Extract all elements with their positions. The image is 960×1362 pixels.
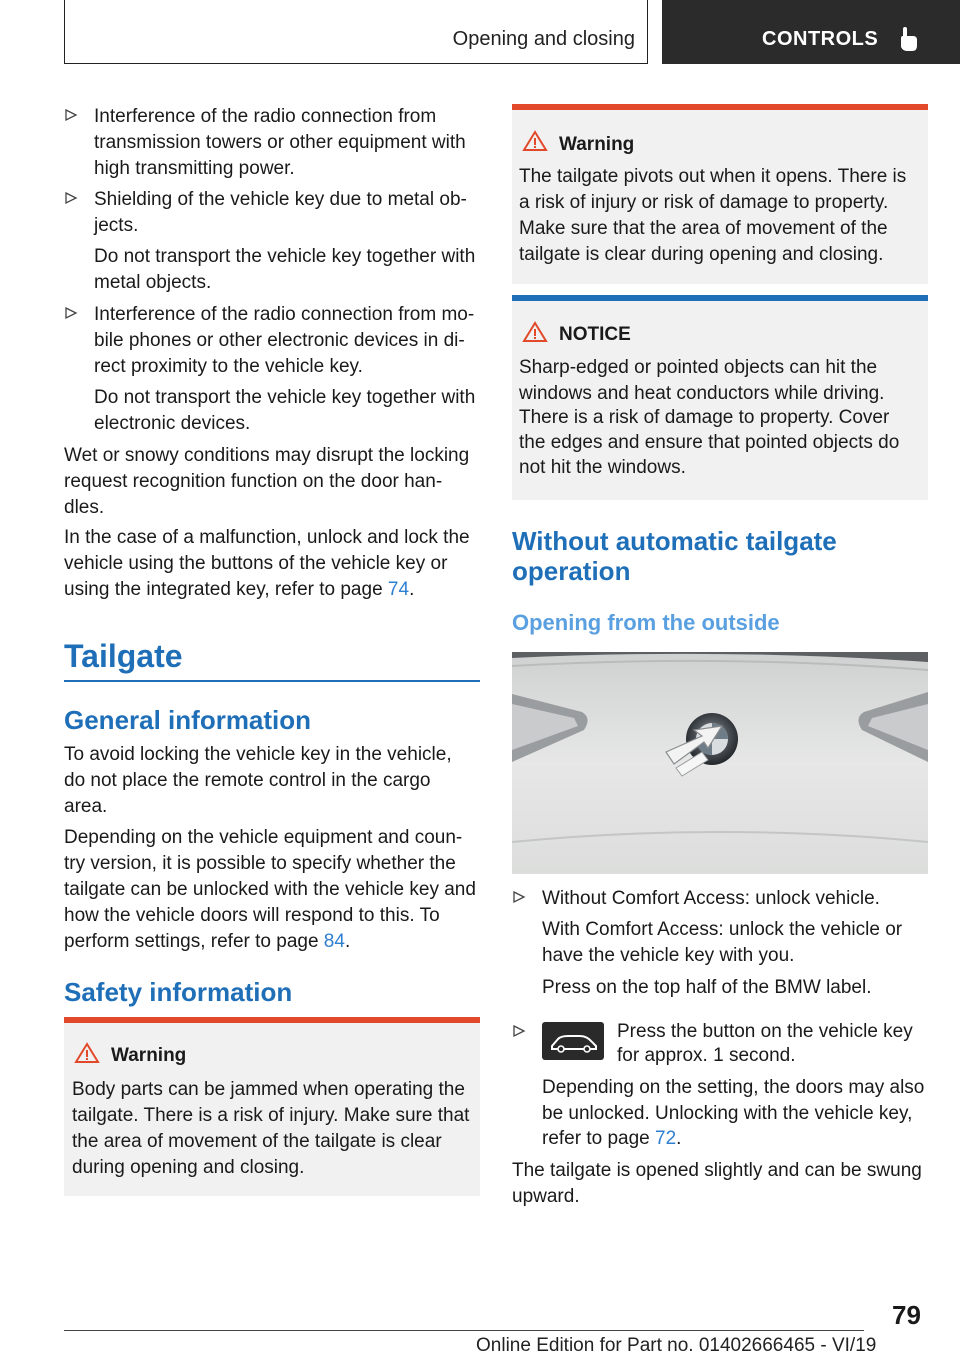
paragraph-text: . [344, 931, 351, 952]
warning-box [512, 104, 928, 284]
triangle-bullet-icon [64, 191, 78, 205]
notice-title: NOTICE [559, 324, 631, 345]
warning-text-line: the area of movement of the tailgate is clear [72, 1131, 442, 1152]
page-link-74[interactable]: 74 [387, 579, 410, 600]
list-item-subtext: have the vehicle key with you. [542, 945, 795, 966]
footer-edition: Online Edition for Part no. 01402666465 - VI/19 [476, 1335, 877, 1356]
list-item-text: for approx. 1 second. [617, 1045, 796, 1066]
list-item-text: high transmitting power. [94, 158, 295, 179]
list-item-text: Shielding of the vehicle key due to metal ob- [94, 189, 467, 210]
notice-text-line: not hit the windows. [519, 457, 686, 478]
list-item-subtext: Press on the top half of the BMW label. [542, 977, 872, 998]
notice-box [512, 295, 928, 500]
notice-bar [512, 295, 928, 301]
warning-text-line: The tailgate pivots out when it opens. There is [519, 166, 907, 187]
notice-text-line: Sharp-edged or pointed objects can hit the [519, 357, 878, 378]
list-item-text: Press the button on the vehicle key [617, 1021, 913, 1042]
paragraph-line: Wet or snowy conditions may disrupt the locking [64, 445, 470, 466]
paragraph-line: how the vehicle doors will respond to this. To [64, 905, 440, 926]
triangle-bullet-icon [64, 306, 78, 320]
warning-triangle-icon [74, 1042, 100, 1064]
car-tailgate-icon [542, 1022, 604, 1060]
hand-pointer-icon [898, 26, 920, 52]
paragraph-line: try version, it is possible to specify whether the [64, 853, 456, 874]
warning-box [64, 1017, 480, 1196]
list-item-text: Interference of the radio connection from [94, 106, 437, 127]
list-item-subtext: Do not transport the vehicle key together with [94, 246, 476, 267]
paragraph-line [64, 577, 414, 603]
subsection-heading: Safety information [64, 977, 293, 1007]
page-link-84[interactable]: 84 [323, 931, 345, 952]
paragraph-line: area. [64, 796, 108, 817]
warning-text-line: tailgate. There is a risk of injury. Make sure that [72, 1105, 470, 1126]
notice-text-line: There is a risk of damage to property. Cover [519, 407, 890, 428]
paragraph-text: . [676, 1128, 682, 1149]
footer-rule [64, 1330, 864, 1331]
list-item-text: rect proximity to the vehicle key. [94, 356, 363, 377]
list-item-text: Interference of the radio connection from mo- [94, 304, 475, 325]
paragraph-line: dles. [64, 497, 105, 518]
warning-title: Warning [111, 1045, 187, 1066]
list-item-subtext: Depending on the setting, the doors may also [542, 1077, 925, 1098]
warning-text-line: a risk of injury or risk of damage to property. [519, 192, 889, 213]
notice-text-line: windows and heat conductors while driving. [519, 383, 885, 404]
warning-bar [64, 1017, 480, 1023]
paragraph-line: vehicle using the buttons of the vehicle key or [64, 553, 448, 574]
paragraph-text: refer to page [542, 1128, 656, 1149]
list-item-text: transmission towers or other equipment with [94, 132, 466, 153]
page-link-72[interactable]: 72 [655, 1128, 677, 1149]
list-item-subtext: electronic devices. [94, 413, 251, 434]
paragraph-line: do not place the remote control in the cargo [64, 770, 431, 791]
warning-text-line: Make sure that the area of movement of the [519, 218, 888, 239]
paragraph-line: upward. [512, 1186, 580, 1207]
paragraph-line [64, 929, 350, 955]
subsection-heading: Without automatic tailgate [512, 526, 837, 556]
list-item-text: jects. [94, 215, 139, 236]
paragraph-line: The tailgate is opened slightly and can be swung [512, 1160, 922, 1181]
tailgate-illustration [512, 652, 928, 874]
paragraph-line: request recognition function on the door han- [64, 471, 443, 492]
triangle-bullet-icon [64, 108, 78, 122]
triangle-bullet-icon [512, 1024, 526, 1038]
warning-triangle-icon [522, 321, 548, 343]
list-item-subtext: metal objects. [94, 272, 212, 293]
list-item-subtext: With Comfort Access: unlock the vehicle or [542, 919, 903, 940]
triangle-bullet-icon [512, 890, 526, 904]
list-item-subtext [542, 1126, 681, 1152]
tailgate-photo [512, 652, 928, 874]
warning-bar [512, 104, 928, 110]
warning-text-line: during opening and closing. [72, 1157, 305, 1178]
warning-title: Warning [559, 134, 635, 155]
subsection-heading: operation [512, 556, 631, 586]
section-heading: Tailgate [64, 638, 183, 674]
list-item-text: Without Comfort Access: unlock vehicle. [542, 888, 880, 909]
warning-text-line: Body parts can be jammed when operating the [72, 1079, 465, 1100]
list-item-subtext: Do not transport the vehicle key together with [94, 387, 476, 408]
warning-text-line: tailgate is clear during opening and closing. [519, 244, 884, 265]
paragraph-line: In the case of a malfunction, unlock and lock the [64, 527, 470, 548]
header-chapter-tab [662, 0, 960, 64]
warning-triangle-icon [522, 130, 548, 152]
page-number: 79 [892, 1300, 921, 1330]
paragraph-line: To avoid locking the vehicle key in the vehicle, [64, 744, 452, 765]
subsubsection-heading: Opening from the outside [512, 610, 780, 635]
header-section-title: Opening and closing [452, 28, 635, 50]
paragraph-text: using the integrated key, refer to page [64, 579, 388, 600]
header-section-box [64, 0, 648, 64]
subsection-heading: General information [64, 705, 312, 735]
list-item-text: bile phones or other electronic devices in di- [94, 330, 465, 351]
paragraph-text: perform settings, refer to page [64, 931, 324, 952]
heading-rule [64, 680, 480, 682]
tailgate-button-icon [542, 1022, 604, 1060]
paragraph-line: tailgate can be unlocked with the vehicle key and [64, 879, 476, 900]
list-item-subtext: be unlocked. Unlocking with the vehicle key, [542, 1103, 913, 1124]
notice-text-line: the edges and ensure that pointed objects do [519, 432, 900, 453]
paragraph-text: . [409, 579, 415, 600]
paragraph-line: Depending on the vehicle equipment and coun- [64, 827, 463, 848]
header-chapter-title: CONTROLS [762, 28, 879, 50]
